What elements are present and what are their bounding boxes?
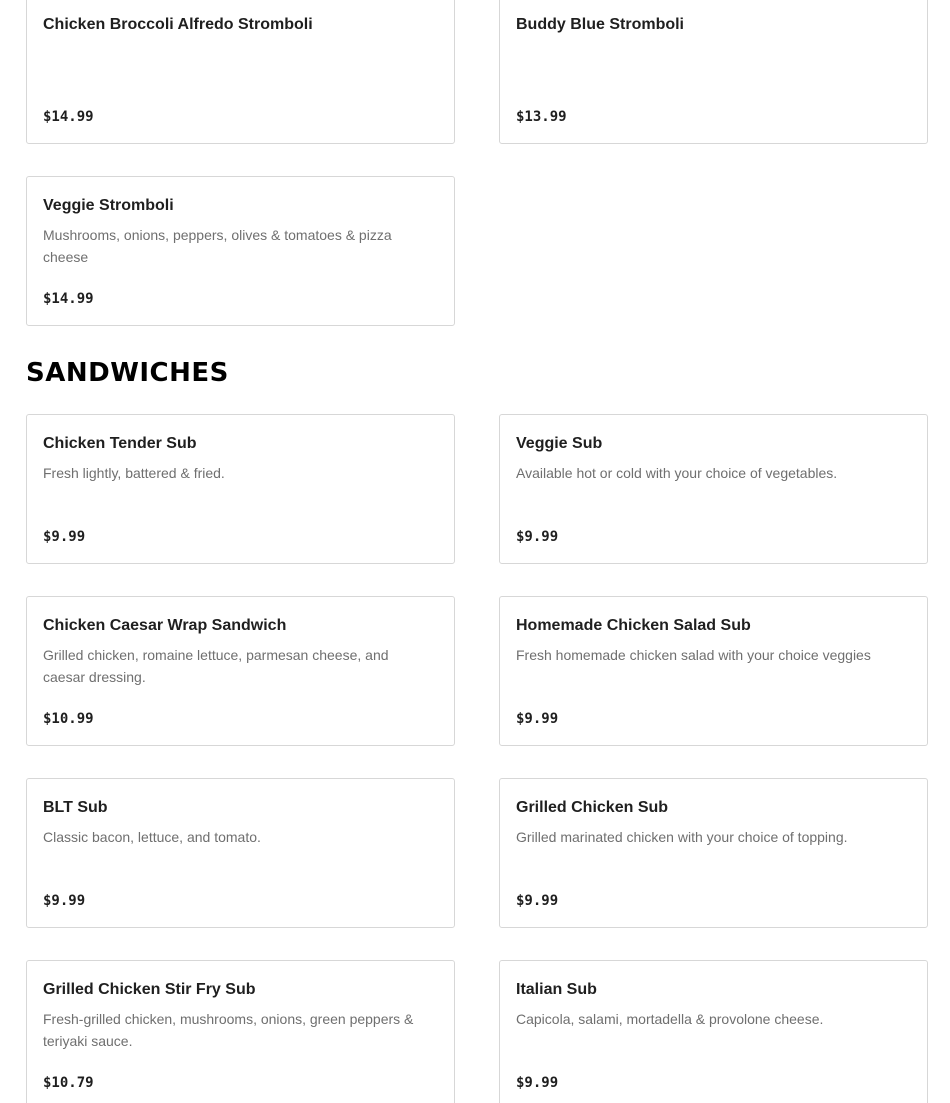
item-name: Chicken Broccoli Alfredo Stromboli <box>43 16 313 33</box>
item-name: Grilled Chicken Stir Fry Sub <box>43 981 256 998</box>
item-name: Chicken Caesar Wrap Sandwich <box>43 617 287 634</box>
menu-item-card[interactable] <box>26 414 455 564</box>
item-price: $9.99 <box>516 1075 559 1091</box>
menu-item-card[interactable] <box>499 414 928 564</box>
section-title-sandwiches: SANDWICHES <box>26 358 229 388</box>
item-name: Veggie Stromboli <box>43 197 174 214</box>
item-name: Veggie Sub <box>516 435 603 452</box>
item-price: $9.99 <box>43 893 86 909</box>
menu-item-card[interactable] <box>499 960 928 1103</box>
item-name: Homemade Chicken Salad Sub <box>516 617 751 634</box>
menu-item-card[interactable] <box>499 0 928 144</box>
item-price: $10.99 <box>43 711 94 727</box>
item-name: Grilled Chicken Sub <box>516 799 669 816</box>
item-description: Fresh lightly, battered & fried. <box>43 465 225 481</box>
item-description: Available hot or cold with your choice of vegetables. <box>516 465 838 481</box>
item-price: $14.99 <box>43 109 94 125</box>
menu-item-card[interactable] <box>26 176 455 326</box>
item-price: $9.99 <box>43 529 86 545</box>
item-name: Chicken Tender Sub <box>43 435 197 452</box>
item-name: Buddy Blue Stromboli <box>516 16 684 33</box>
item-description: Mushrooms, onions, peppers, olives & tomatoes & pizza cheese <box>43 227 392 265</box>
item-description: Classic bacon, lettuce, and tomato. <box>43 829 261 845</box>
menu-item-card[interactable] <box>26 0 455 144</box>
item-name: BLT Sub <box>43 799 108 816</box>
menu-item-card[interactable] <box>26 778 455 928</box>
item-price: $9.99 <box>516 711 559 727</box>
item-description: Capicola, salami, mortadella & provolone cheese. <box>516 1011 824 1027</box>
item-description: Grilled marinated chicken with your choice of topping. <box>516 829 848 845</box>
item-price: $14.99 <box>43 291 94 307</box>
menu-item-card[interactable] <box>26 596 455 746</box>
item-price: $10.79 <box>43 1075 94 1091</box>
item-price: $9.99 <box>516 529 559 545</box>
item-name: Italian Sub <box>516 981 597 998</box>
item-price: $13.99 <box>516 109 567 125</box>
item-description: Fresh-grilled chicken, mushrooms, onions, green peppers & teriyaki sauce. <box>43 1011 414 1049</box>
menu-item-card[interactable] <box>26 960 455 1103</box>
menu-item-card[interactable] <box>499 778 928 928</box>
item-description: Fresh homemade chicken salad with your choice veggies <box>516 647 871 663</box>
menu-item-card[interactable] <box>499 596 928 746</box>
item-price: $9.99 <box>516 893 559 909</box>
item-description: Grilled chicken, romaine lettuce, parmesan cheese, and caesar dressing. <box>43 647 389 685</box>
